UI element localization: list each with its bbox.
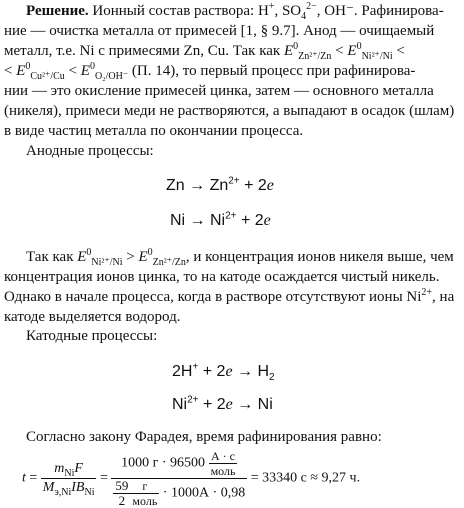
- formula-fraction-1: $\frac{m_{Ni}F}{M_{э,Ni}IB_{Ni}}$: [42, 461, 95, 498]
- cathodic-heading: Катодные процессы:: [26, 328, 158, 344]
- anodic-equation-ni: $Ni \to Ni^{2+} + 2e$: [170, 210, 271, 229]
- p2-line2: концентрация ионов цинка, то на катоде осаждается чистый никель.: [4, 269, 440, 285]
- cathodic-equation-h: $2H^+ + 2e \to H_2$: [172, 361, 275, 384]
- p2-line4: катоде выделяется водород.: [4, 309, 181, 325]
- anodic-heading: Анодные процессы:: [26, 143, 154, 159]
- formula-fraction-2: 1000 г · 96500 $\frac{А \cdot с}{\text{моль}}$ $\frac{59}{2}$ $\frac{г}{\text{моль}}$ · 1000А · 0,98: [111, 450, 247, 507]
- p2-line1: Так как $E^0_{Ni^{2+}/Ni} > E^0_{Zn^{2+}/Zn}$, и концентрация ионов никеля выше, чем: [26, 247, 454, 268]
- p2-line3: Однако в начале процесса, когда в растворе отсутствуют ионы $Ni^{2+}$, на: [4, 287, 455, 305]
- solution-lead: Решение.: [26, 3, 89, 19]
- p1-line2: ние — очистка металла от примесей [1, § 9.7]. Анод — очищаемый: [4, 23, 435, 39]
- p1-line5: нии — это окисление примесей цинка, затем — основного металла: [4, 83, 434, 99]
- anodic-equation-zn: $Zn \to Zn^{2+} + 2e$: [166, 175, 274, 194]
- p1-line3: металл, т.е. Ni с примесями Zn, Cu. Так как $E^0_{Zn^{2+}/Zn} < E^0_{Ni^{2+}/Ni}$ <: [4, 41, 405, 62]
- faraday-intro: Согласно закону Фарадея, время рафинирования равно:: [26, 429, 382, 445]
- p1-line1: Решение. Ионный состав раствора: H+, $SO_4^{2-}$, OH⁻. Рафинирова-: [26, 1, 444, 22]
- faraday-formula: t = $\frac{m_{Ni}F}{M_{э,Ni}IB_{Ni}}$ = 1000 г · 96500 $\frac{А \cdot с}{\text{моль}}$ $\frac{59}{2}$ $\frac{г}{\text{моль}}$ · 1000А · 0,98 = 33340 с ≈ 9,27 ч.: [22, 449, 361, 508]
- p1-line4: < $E^0_{Cu^{2+}/Cu} < E^0_{O_2/OH^-}$ (П. 14), то первый процесс при рафинирова-: [4, 61, 416, 82]
- p1-line6: (никеля), примеси меди не растворяются, а выпадают в осадок (шлам): [4, 103, 455, 119]
- p1-line7: в виде частиц металла по окончании процесса.: [4, 123, 304, 139]
- cathodic-equation-ni: $Ni^{2+} + 2e \to Ni$: [172, 394, 273, 413]
